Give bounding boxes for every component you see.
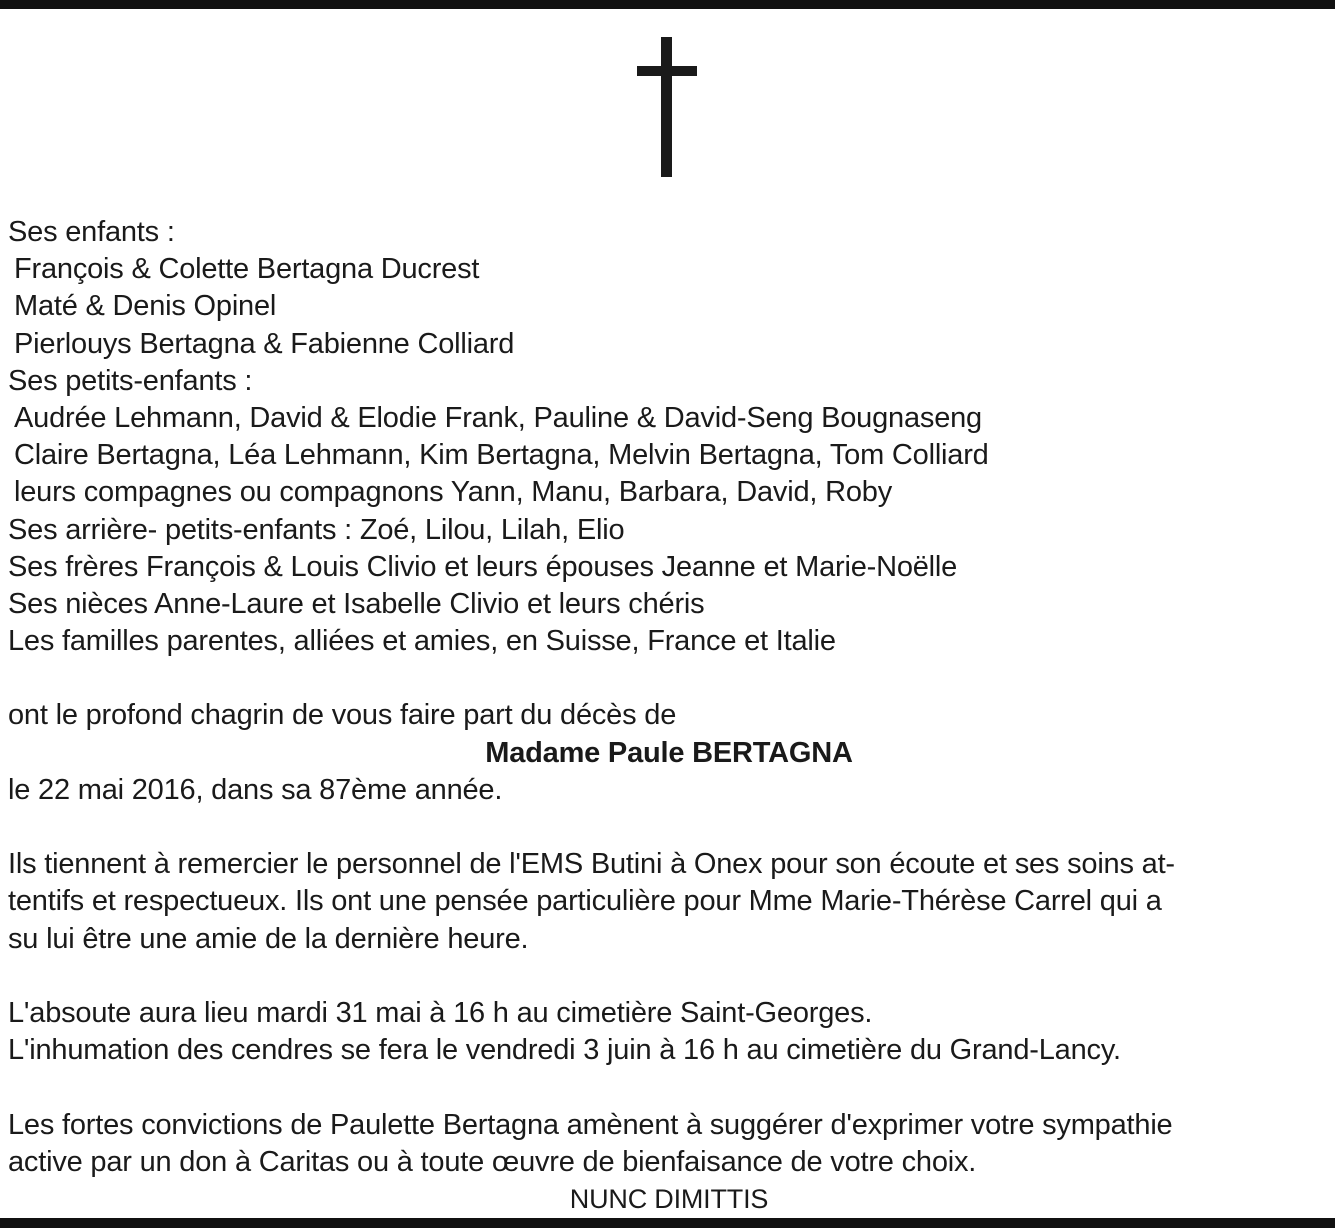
child-line: François & Colette Bertagna Ducrest: [14, 253, 480, 286]
top-border-rule: [0, 0, 1335, 9]
child-line: Pierlouys Bertagna & Fabienne Colliard: [14, 327, 515, 360]
ceremony-line: L'absoute aura lieu mardi 31 mai à 16 h au cimetière Saint-Georges.: [8, 996, 873, 1029]
notice-body: [8, 214, 1330, 1218]
grandchild-line: Audrée Lehmann, David & Elodie Frank, Pauline & David-Seng Bougnaseng: [14, 401, 982, 434]
announcement-text: ont le profond chagrin de vous faire part du décès de: [8, 699, 677, 732]
bottom-border-rule: [0, 1218, 1335, 1228]
family-line: Ses nièces Anne-Laure et Isabelle Clivio et leurs chéris: [8, 587, 705, 620]
grandchild-line: Claire Bertagna, Léa Lehmann, Kim Bertagna, Melvin Bertagna, Tom Colliard: [14, 439, 989, 472]
grandchild-line: leurs compagnes ou compagnons Yann, Manu, Barbara, David, Roby: [14, 476, 892, 509]
thanks-line: tentifs et respectueux. Ils ont une pensée particulière pour Mme Marie-Thérèse Carrel qui a: [8, 885, 1162, 918]
thanks-line: Ils tiennent à remercier le personnel de l'EMS Butini à Onex pour son écoute et ses soins at-: [8, 848, 1175, 881]
family-line: Ses arrière- petits-enfants : Zoé, Lilou, Lilah, Elio: [8, 513, 625, 546]
family-line: Les familles parentes, alliées et amies, en Suisse, France et Italie: [8, 625, 836, 658]
cross-icon: [637, 37, 697, 177]
deceased-name: Madame Paule BERTAGNA: [485, 736, 853, 769]
donation-line: Les fortes convictions de Paulette Bertagna amènent à suggérer d'exprimer votre sympathie: [8, 1108, 1173, 1141]
donation-line: active par un don à Caritas ou à toute œuvre de bienfaisance de votre choix.: [8, 1145, 977, 1178]
ceremony-line: L'inhumation des cendres se fera le vendredi 3 juin à 16 h au cimetière du Grand-Lancy.: [8, 1034, 1121, 1067]
grandchildren-heading: Ses petits-enfants :: [8, 364, 253, 397]
closing-text: NUNC DIMITTIS: [569, 1183, 769, 1214]
family-line: Ses frères François & Louis Clivio et leurs épouses Jeanne et Marie-Noëlle: [8, 550, 958, 583]
child-line: Maté & Denis Opinel: [14, 290, 277, 323]
death-date: le 22 mai 2016, dans sa 87ème année.: [8, 773, 503, 806]
children-heading: Ses enfants :: [8, 216, 175, 248]
thanks-line: su lui être une amie de la dernière heure.: [8, 922, 529, 955]
